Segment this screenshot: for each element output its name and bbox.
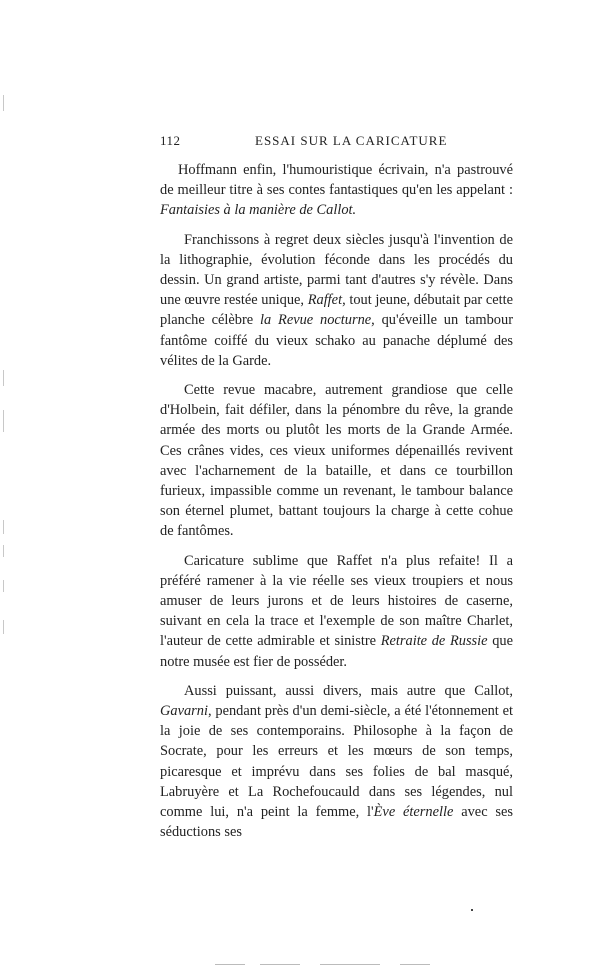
- text-run: Caricature sublime que Raffet n'a plus refaite! Il a préféré ramener à la vie réelle ses vieux troupiers et nous amuser de leurs jurons et de leurs histoires de caserne, suivant en cela la trace et l'exemple de son maître Charlet, l'auteur de cette admirable et sinistre: [160, 552, 513, 650]
- text-run: , qu'éveille un tambour fantôme coiffé du vieux schako au panache déplumé des vélites de la Garde.: [160, 312, 513, 369]
- italic-title: la Revue nocturne: [259, 312, 372, 329]
- italic-title: Gavarni: [160, 703, 208, 720]
- scan-edge-mark: [260, 964, 300, 965]
- page-body: [160, 160, 513, 852]
- scan-edge-mark: [215, 964, 245, 965]
- italic-title: Retraite de Russie: [380, 633, 488, 650]
- scan-edge-mark: [400, 964, 430, 965]
- text-run: avec ses séductions ses: [160, 804, 514, 841]
- text-run: que notre musée est fier de posséder.: [160, 633, 513, 670]
- running-title: ESSAI SUR LA CARICATURE: [255, 133, 448, 148]
- scan-edge-mark: [320, 964, 380, 965]
- text-run: Cette revue macabre, autrement grandiose que celle d'Holbein, fait défiler, dans la pénombre du rêve, la grande armée des morts ou plutôt les morts de la Grande Armée. Ces crânes vides, ces vieux uniformes dépenaillés revivent avec l'acharnement de la bataille, et dans ce tourbillon furieux, impassible comme un revenant, le tambour balance son éternel plumet, battant toujours la charge à cette cohue de fantômes.: [160, 382, 513, 540]
- paragraph: [160, 681, 513, 843]
- text-run: Hoffmann enfin, l'humouristique écrivain, n'a pastrouvé de meilleur titre à ses contes fantastiques qu'en les appelant :: [160, 162, 513, 199]
- page-number: 112: [160, 133, 181, 148]
- italic-title: Ève éternelle: [373, 804, 454, 821]
- ink-speck: [471, 909, 473, 911]
- paragraph: [160, 551, 513, 672]
- text-run: Aussi puissant, aussi divers, mais autre que Callot,: [184, 682, 513, 699]
- text-run: , tout jeune, débutait par cette planche célèbre: [160, 292, 514, 329]
- paragraph: [160, 230, 513, 371]
- text-run: , pendant près d'un demi-siècle, a été l'étonnement et la joie de ses contemporains. Philosophe à la façon de Socrate, pour les erreurs et les mœurs de son temps, picaresque et imprévu dans ses folies de bal masqué, Labruyère et La Rochefoucauld dans ses légendes, nul comme lui, n'a peint la femme, l': [160, 703, 513, 821]
- italic-title: Fantaisies à la manière de Callot.: [160, 202, 357, 219]
- paragraph: [160, 160, 513, 221]
- paragraph: [160, 380, 513, 542]
- italic-title: Raffet: [307, 292, 343, 309]
- text-run: Franchissons à regret deux siècles jusqu'à l'invention de la lithographie, évolution féconde dans les procédés du dessin. Un grand artiste, parmi tant d'autres s'y révèle. Dans une œuvre restée unique,: [160, 231, 513, 309]
